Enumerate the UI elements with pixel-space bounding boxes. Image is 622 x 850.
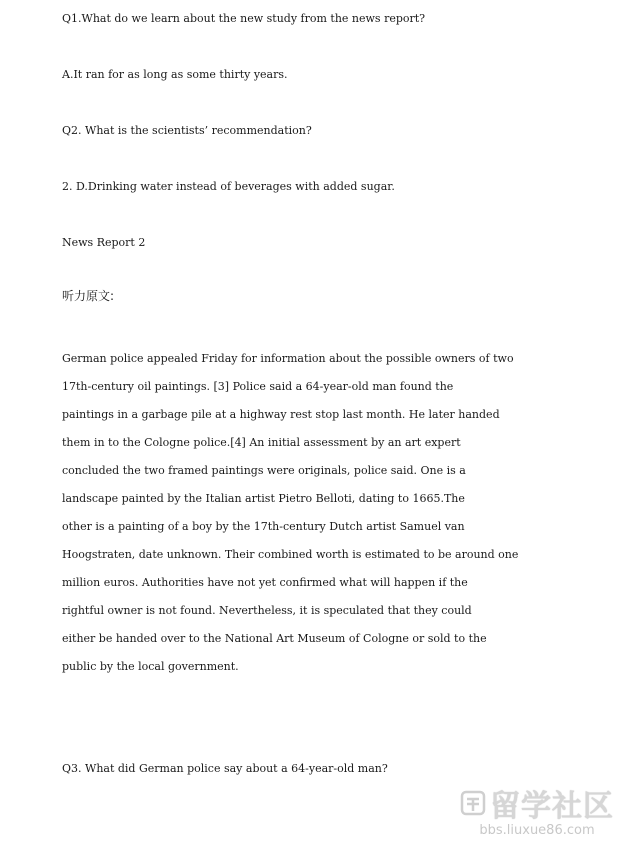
transcript-label: 听力原文:: [62, 289, 115, 303]
transcript-line: other is a painting of a boy by the 17th-century Dutch artist Samuel van: [62, 520, 465, 533]
logo-icon: [460, 790, 486, 816]
transcript-line: landscape painted by the Italian artist Pietro Belloti, dating to 1665.The: [62, 492, 465, 505]
q3-question: Q3. What did German police say about a 64-year-old man?: [62, 762, 388, 775]
transcript-line: 17th-century oil paintings. [3] Police said a 64-year-old man found the: [62, 380, 454, 393]
transcript-line: them in to the Cologne police.[4] An initial assessment by an art expert: [62, 436, 461, 449]
transcript-line: million euros. Authorities have not yet confirmed what will happen if the: [62, 576, 468, 589]
q1-answer: A.It ran for as long as some thirty years.: [62, 68, 288, 81]
transcript-line: rightful owner is not found. Nevertheless, it is speculated that they could: [62, 604, 472, 617]
q2-question: Q2. What is the scientists’ recommendation?: [62, 124, 312, 137]
q2-answer: 2. D.Drinking water instead of beverages with added sugar.: [62, 180, 395, 193]
q1-question: Q1.What do we learn about the new study from the news report?: [62, 12, 426, 25]
watermark-url: bbs.liuxue86.com: [479, 823, 595, 838]
watermark: [460, 781, 614, 838]
transcript-line: concluded the two framed paintings were originals, police said. One is a: [62, 464, 466, 477]
transcript-line: Hoogstraten, date unknown. Their combined worth is estimated to be around one: [62, 548, 519, 561]
transcript-line: paintings in a garbage pile at a highway rest stop last month. He later handed: [62, 408, 500, 421]
watermark-title: 留学社区: [490, 789, 614, 824]
transcript-line: either be handed over to the National Art Museum of Cologne or sold to the: [62, 632, 487, 645]
transcript-line: German police appealed Friday for information about the possible owners of two: [62, 352, 514, 365]
transcript-line: public by the local government.: [62, 660, 239, 673]
transcript-paragraph: [62, 345, 562, 681]
news-report-heading: News Report 2: [62, 236, 146, 249]
